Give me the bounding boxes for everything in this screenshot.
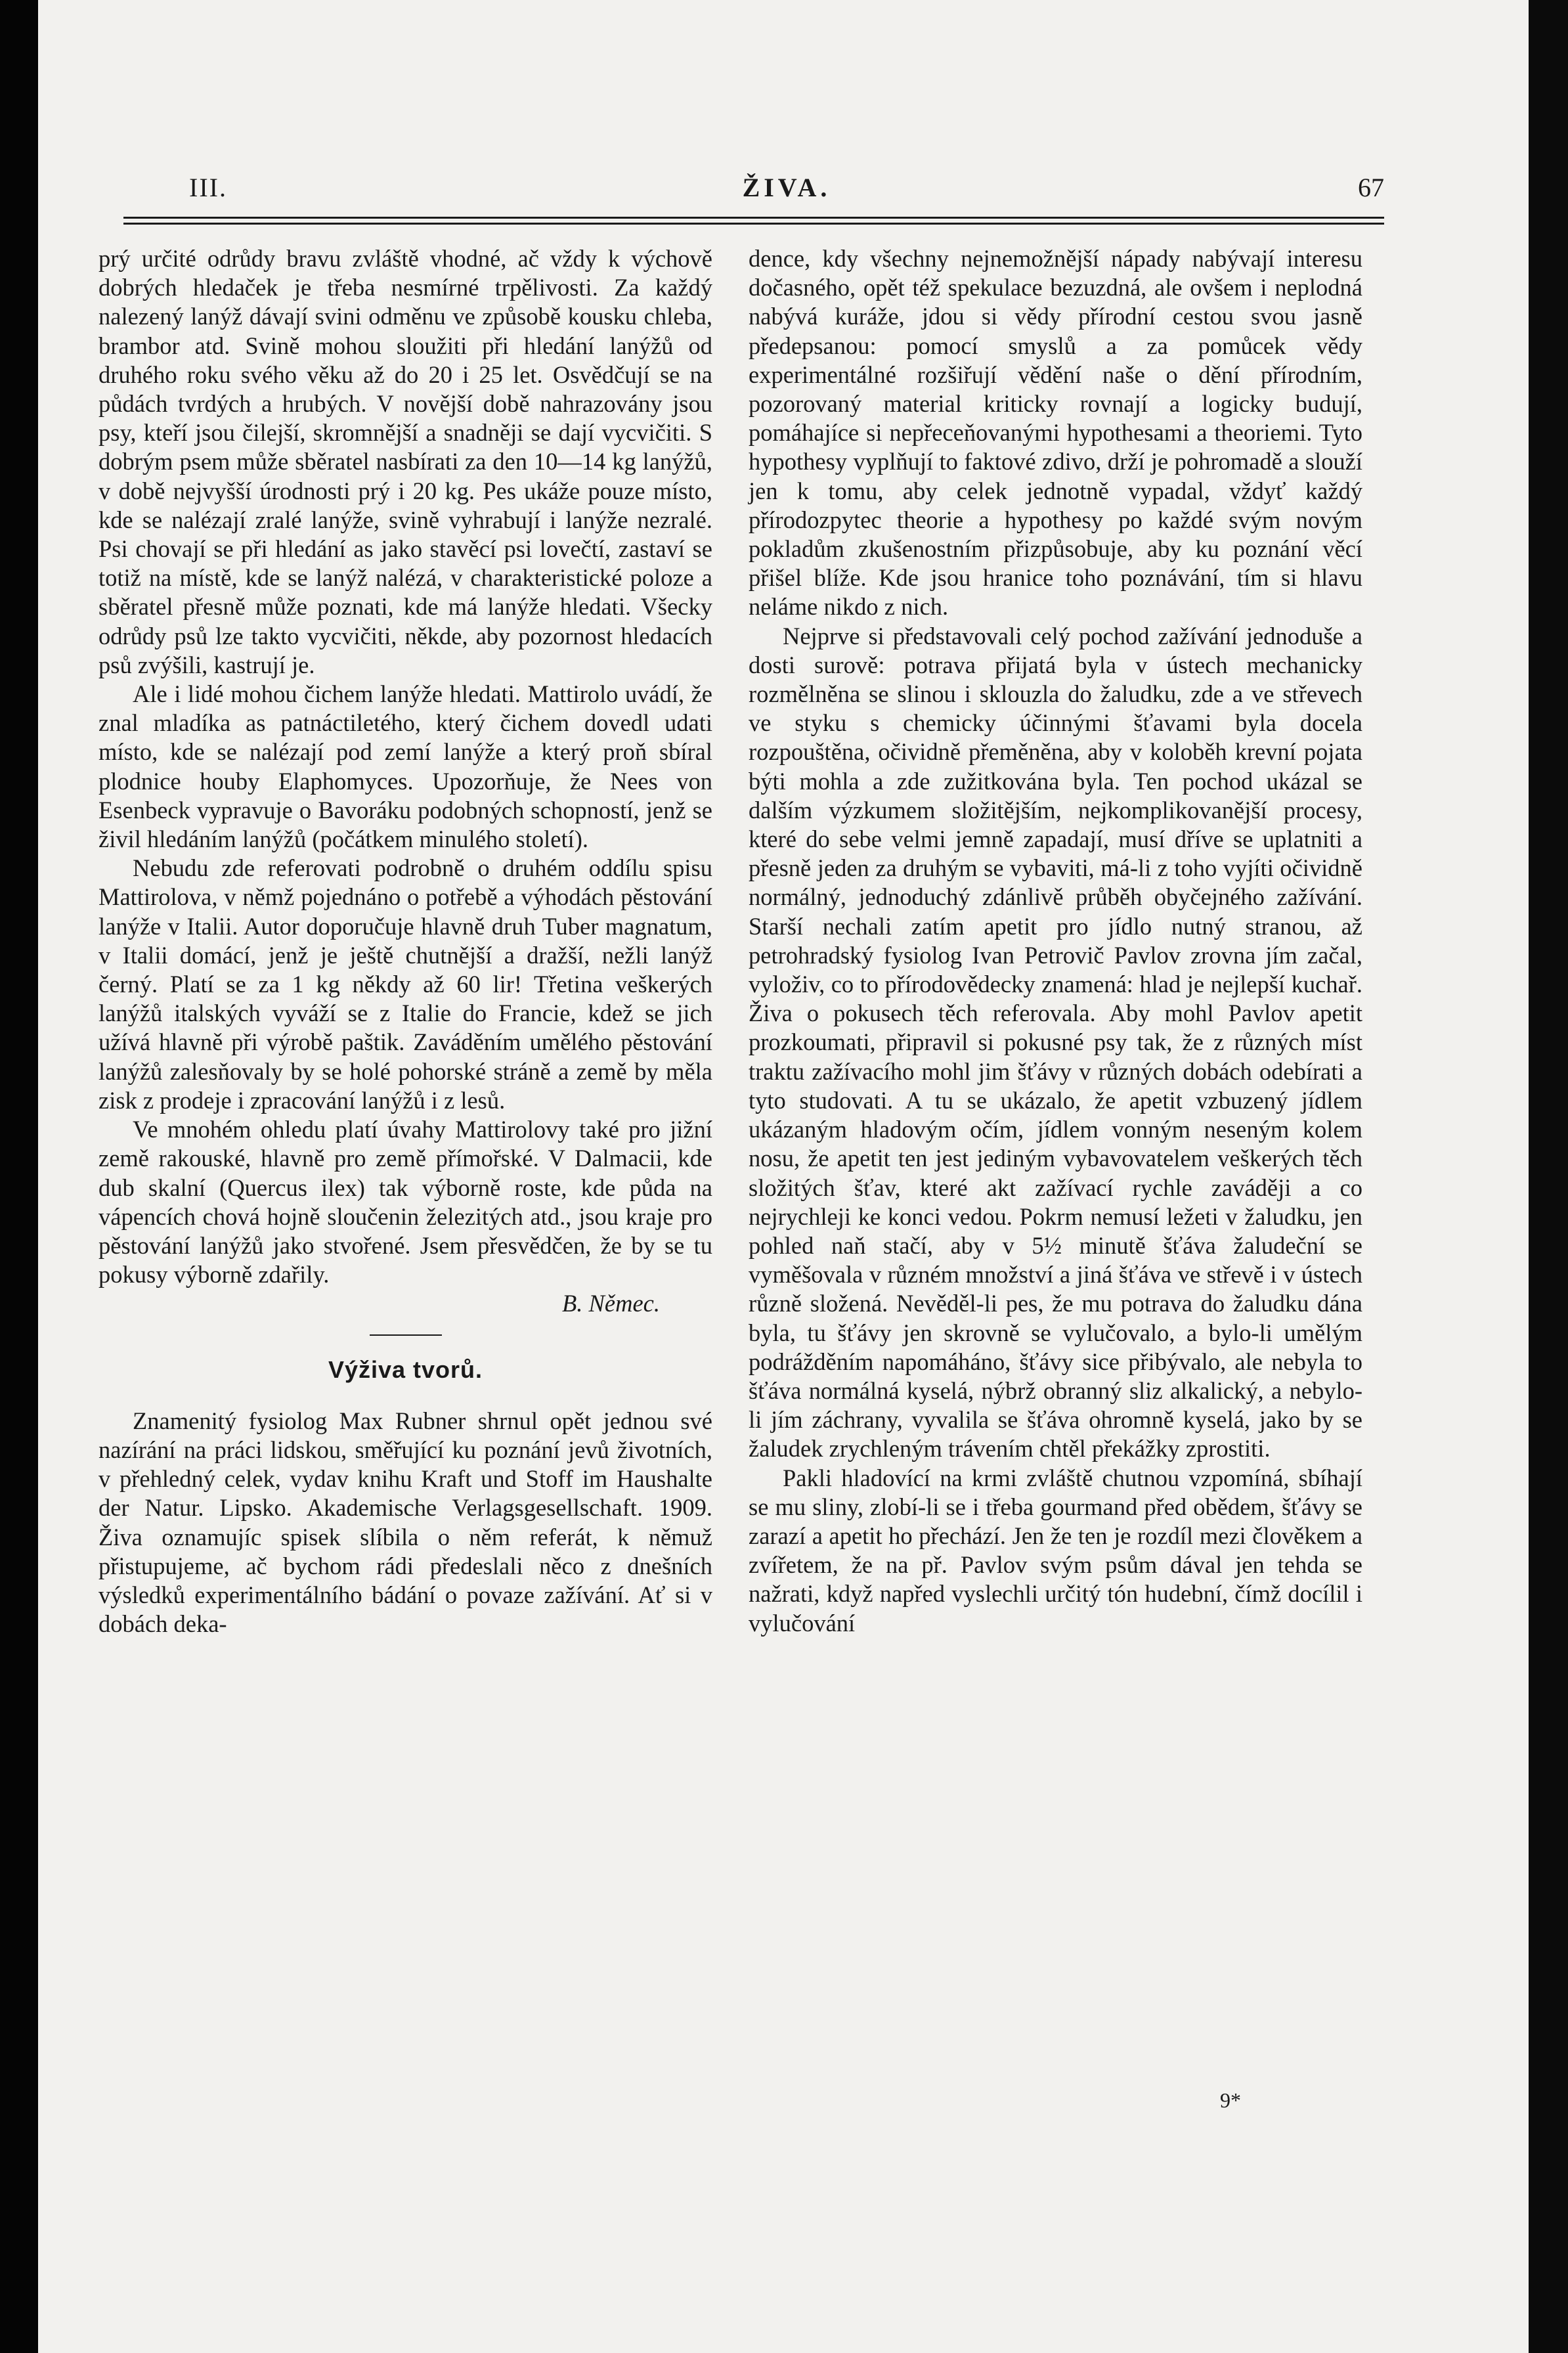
paragraph: Nejprve si představovali celý pochod zažívání jednoduše a dosti surově: potrava přijatá byla v ústech mechanicky rozmělněna se slinou i sklouzla do žaludku, zde a ve střevech ve styku s chemicky účinnými šťavami byla docela rozpouštěna, očividně přeměněna, aby v koloběh krevní pojata býti mohla a zde zužitkována byla. Ten pochod ukázal se dalším výzkumem složitějším, nejkomplikovanější procesy, které do sebe velmi jemně zapadají, musí dříve se uplatniti a přesně jeden za druhým se vybaviti, má-li z toho vyjíti očividně normálný, jednoduchý zdánlivě průběh obyčejného zažívání. Starší nechali zatím apetit pro jídlo nutný stranou, až petrohradský fysiolog Ivan Petrovič Pavlov zrovna jím začal, vyloživ, co to přírodovědecky znamená: hlad je nejlepší kuchař. Živa o pokusech těch referovala. Aby mohl Pavlov apetit prozkoumati, připravil si pokusné psy tak, že z různých míst traktu zažívacího mohl jim šťávy v různých dobách odebírati a tyto studovati. A tu se ukázalo, že apetit vzbuzený jídlem ukázaným hladovým očím, jídlem vonným neseným kolem nosu, že apetit ten jest jediným vybavovatelem veškerých těch složitých šťav, které akt zažívací rychle zaváději a co nejrychleji ke konci vedou. Pokrm nemusí ležeti v žaludku, jen pohled naň stačí, aby v 5½ minutě šťáva žaludeční se vyměšovala v různém množství a jiná šťáva ve střevě i v ústech různě složená. Nevěděl-li pes, že mu potrava do žaludku dána byla, tu šťávy jen skrovně se vylučovalo, a bylo-li umělým podrážděním napomáháno, šťávy sice přibývalo, ale nebyla to šťáva normálná kyselá, nýbrž obranný sliz alkalický, a nebylo-li jím záchrany, vyvalila se šťáva ohromně kyselá, jako by se žaludek zrychleným trávením chtěl překážky zprostiti. (749, 622, 1362, 1462)
scan-edge (0, 0, 38, 2353)
paragraph: Ale i lidé mohou čichem lanýže hledati. Mattirolo uvádí, že znal mladíka as patnáctiletého, který čichem dovedl udati místo, kde se nalézají pod zemí lanýže a který proň sbíral plodnice houby Elaphomyces. Upozorňuje, že Nees von Esenbeck vypravuje o Bavoráku podobných schopností, jenž se živil hledáním lanýžů (počátkem minulého století). (98, 680, 712, 853)
journal-page (38, 0, 1529, 2353)
paragraph: Pakli hladovící na krmi zvláště chutnou vzpomíná, sbíhají se mu sliny, zlobí-li se i třeba gourmand před obědem, šťávy se zarazí a apetit ho přechází. Jen že ten je rozdíl mezi člověkem a zvířetem, že na př. Pavlov svým psům dával jen tehda se nažrati, když napřed vyslechli určitý tón hudební, čímž docílil i vylučování (749, 1464, 1362, 1637)
paragraph: prý určité odrůdy bravu zvláště vhodné, ač vždy k výchově dobrých hledaček je třeba nesmírné trpělivosti. Za každý nalezený lanýž dávají svini odměnu ve způsobě kousku chleba, brambor atd. Svině mohou sloužiti při hledání lanýžů od druhého roku svého věku až do 20 i 25 let. Osvědčují se na půdách tvrdých a hrubých. V novější době nahrazovány jsou psy, kteří jsou čilejší, skromnější a snadněji se dají vycvičiti. S dobrým psem může sběratel nasbírati za den 10—14 kg lanýžů, v době nejvyšší úrodnosti prý i 20 kg. Pes ukáže pouze místo, kde se nalézají zralé lanýže, svině vyhrabují i lanýže nezralé. Psi chovají se při hledání as jako stavěcí psi lovečtí, zastaví se totiž na místě, kde se lanýž nalézá, v charakteristické poloze a sběratel přesně může poznati, kde má lanýže hledati. Všecky odrůdy psů lze takto vycvičiti, někde, aby pozornost hledacích psů zvýšili, kastrují je. (98, 245, 712, 678)
header-rule-top (123, 217, 1384, 219)
paragraph: dence, kdy všechny nejnemožnější nápady nabývají interesu dočasného, opět též spekulace bezuzdná, ale ovšem i neplodná nabývá kuráže, jdou si vědy přírodní cestou svou jasně předepsanou: pomocí smyslů a za pomůcek vědy experimentálné rozšiřují vědění naše o dění přírodním, pozorovaný material kriticky rovnají a logicky budují, pomáhajíce si nepřeceňovanými hypothesami a theoriemi. Tyto hypothesy vyplňují to faktové zdivo, drží je pohromadě a slouží jen k tomu, aby celek jednotně vypadal, vždyť každý přírodozpytec theorie a hypothesy po každé svým novým pokladům zkušenostním přizpůsobuje, aby ku poznání věcí přišel blíže. Kde jsou hranice toho poznávání, tím si hlavu nelámе nikdo z nich. (749, 245, 1362, 621)
author-signature: B. Němec. (562, 1290, 660, 1317)
header-rule-bottom (123, 223, 1384, 225)
paragraph: Ve mnohém ohledu platí úvahy Mattirolovy také pro jižní země rakouské, hlavně pro země přímořské. V Dalmacii, kde dub skalní (Quercus ilex) tak výborně roste, kde půda na vápencích chová hojně sloučenin železitých atd., jsou kraje pro pěstování lanýžů jako stvořené. Jsem přesvědčen, že by se tu pokusy výborně zdařily. (98, 1116, 712, 1288)
section-title: Výživa tvorů. (328, 1355, 483, 1383)
signature-mark: 9* (1220, 2088, 1241, 2112)
journal-title: ŽIVA. (742, 173, 831, 202)
page-header (189, 172, 1384, 211)
section-divider (370, 1334, 442, 1336)
paragraph: Znamenitý fysiolog Max Rubner shrnul opět jednou své nazírání na práci lidskou, směřující ku poznání jevů životních, v přehledný celek, vydav knihu Kraft und Stoff im Haushalte der Natur. Lipsko. Akademische Verlagsgesellschaft. 1909. Živa oznamujíc spisek slíbila o něm referát, k němuž přistupujeme, ač bychom rádi předeslali něco z dnešních výsledků experimentálního bádání o povaze zažívání. Ať si v dobách deka- (98, 1407, 712, 1638)
right-column (749, 244, 1362, 1638)
page-number: 67 (1358, 173, 1384, 202)
paragraph: Nebudu zde referovati podrobně o druhém oddílu spisu Mattirolova, v němž pojednáno o potřebě a výhodách pěstování lanýže v Italii. Autor doporučuje hlavně druh Tuber magnatum, v Italii domácí, jenž je ještě chutnější a dražší, nežli lanýž černý. Platí se za 1 kg někdy až 60 lir! Třetina veškerých lanýžů italských vyváží se z Italie do Francie, kdež se jich užívá hlavně při výrobě paštik. Zaváděním umělého pěstování lanýžů zalesňovaly by se holé pohorské stráně a země by měla zisk z prodeje i zpracování lanýžů i z lesů. (98, 854, 712, 1114)
volume-number: III. (189, 173, 227, 202)
left-column (98, 244, 712, 1638)
